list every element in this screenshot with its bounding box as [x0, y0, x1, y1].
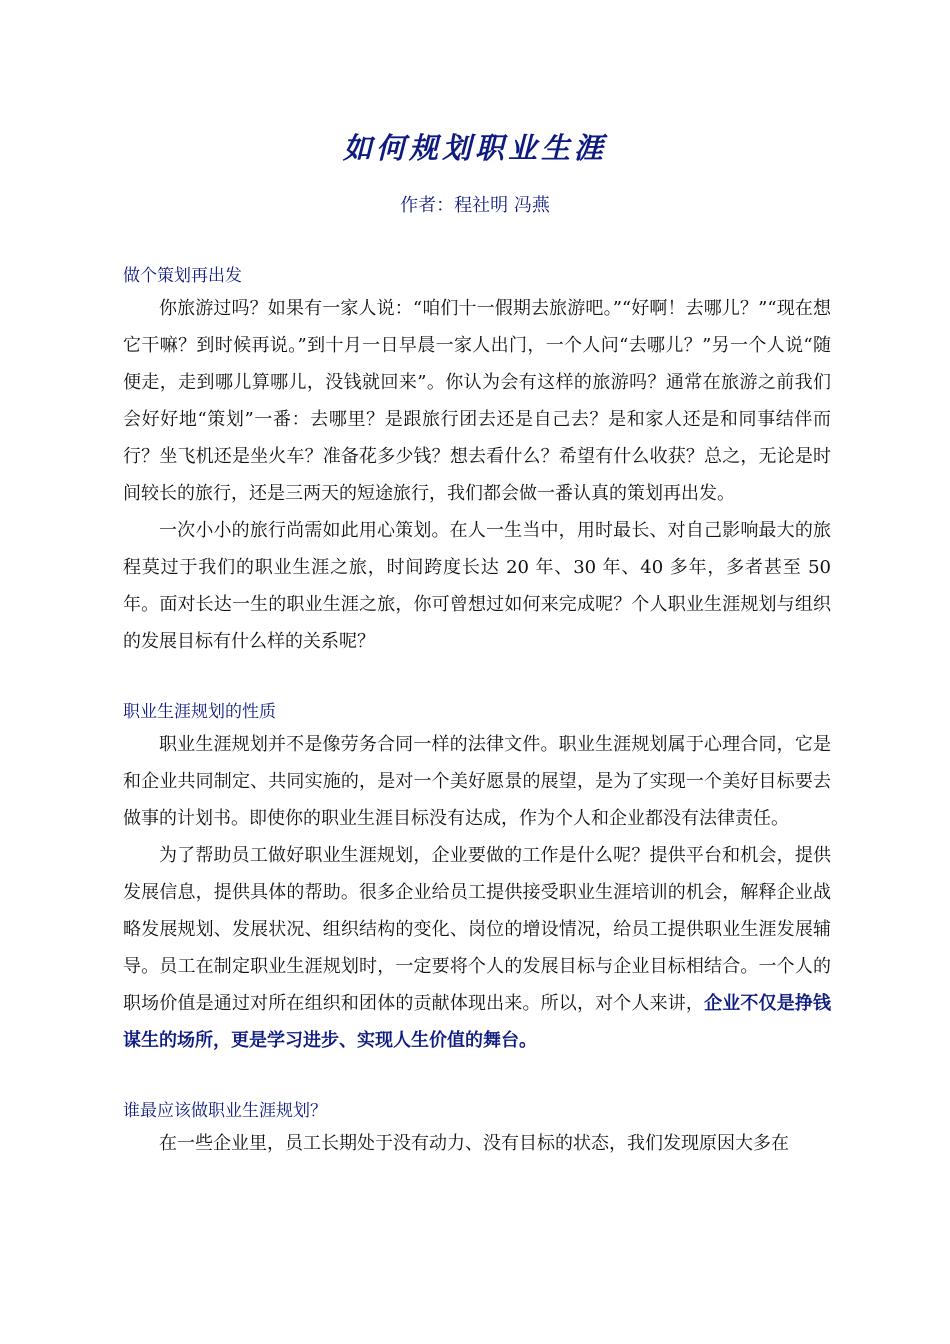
paragraph: 你旅游过吗？如果有一家人说：“咱们十一假期去旅游吧。”“好啊！去哪儿？”“现在想它干嘛？到时候再说。”到十月一日早晨一家人出门，一个人问“去哪儿？”另一个人说“随便走，走到哪儿算哪儿，没钱就回来”。你认为会有这样的旅游吗？通常在旅游之前我们会好好地“策划”一番：去哪里？是跟旅行团去还是自己去？是和家人还是和同事结伴而行？坐飞机还是坐火车？准备花多少钱？想去看什么？希望有什么收获？总之，无论是时间较长的旅行，还是三两天的短途旅行，我们都会做一番认真的策划再出发。: [123, 298, 831, 504]
section-heading-nature: 职业生涯规划的性质: [123, 702, 276, 722]
paragraph: 一次小小的旅行尚需如此用心策划。在人一生当中，用时最长、对自己影响最大的旅程莫过于我们的职业生涯之旅，时间跨度长达 20 年、30 年、40 多年，多者甚至 50 年。面对长达一生的职业生涯之旅，你可曾想过如何来完成呢？个人职业生涯规划与组织的发展目标有什么样的关系呢？: [123, 520, 831, 652]
document-title: 如何规划职业生涯: [342, 131, 607, 165]
document-body: [123, 262, 831, 1162]
section-heading-who: 谁最应该做职业生涯规划？: [123, 1101, 327, 1121]
paragraph: 职业生涯规划并不是像劳务合同一样的法律文件。职业生涯规划属于心理合同，它是和企业共同制定、共同实施的，是对一个美好愿景的展望，是为了实现一个美好目标要去做事的计划书。即使你的职业生涯目标没有达成，作为个人和企业都没有法律责任。: [123, 734, 831, 829]
section-heading-planning: 做个策划再出发: [123, 266, 242, 286]
paragraph: 在一些企业里，员工长期处于没有动力、没有目标的状态，我们发现原因大多在: [159, 1133, 789, 1154]
paragraph: [123, 837, 831, 1059]
emphasis-text: 企业不仅是挣钱谋生的场所，更是学习进步、实现人生价值的舞台。: [123, 993, 832, 1051]
document-author: 作者：程社明 冯燕: [400, 195, 550, 216]
paragraph-text: 为了帮助员工做好职业生涯规划，企业要做的工作是什么呢？提供平台和机会，提供发展信息，提供具体的帮助。很多企业给员工提供接受职业生涯培训的机会，解释企业战略发展规划、发展状况、组织结构的变化、岗位的增设情况，给员工提供职业生涯发展辅导。员工在制定职业生涯规划时，一定要将个人的发展目标与企业目标相结合。一个人的职场价值是通过对所在组织和团体的贡献体现出来。所以，对个人来讲，: [123, 845, 831, 1014]
